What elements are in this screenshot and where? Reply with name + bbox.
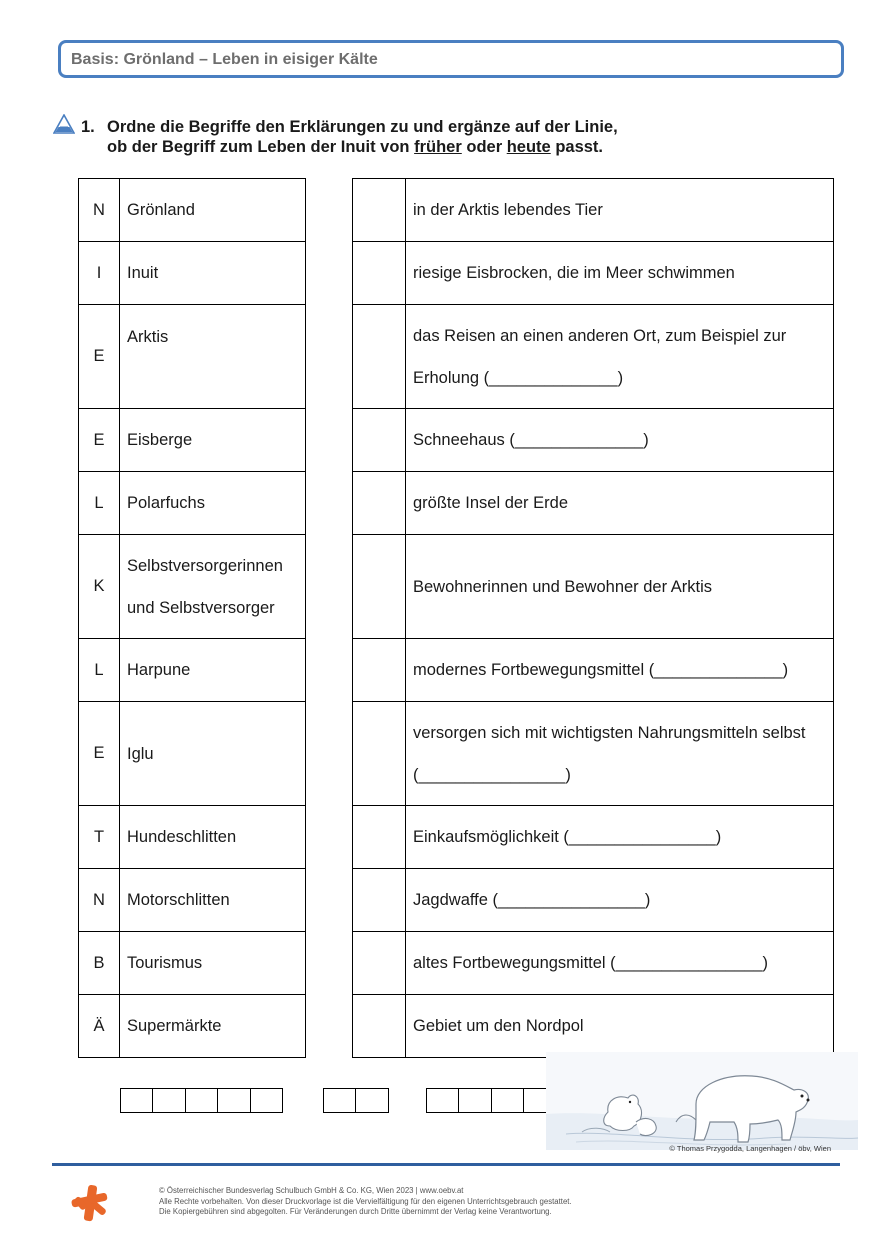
term-letter: T xyxy=(79,806,120,869)
solution-letter-box[interactable] xyxy=(152,1088,185,1113)
solution-letter-box[interactable] xyxy=(355,1088,388,1113)
explanation: modernes Fortbewegungsmittel (______________) xyxy=(406,639,834,702)
table-row xyxy=(353,179,834,242)
term: Arktis xyxy=(120,305,306,409)
term: Grönland xyxy=(120,179,306,242)
explanation: versorgen sich mit wichtigsten Nahrungsmitteln selbst (________________) xyxy=(406,702,834,806)
table-row xyxy=(353,472,834,535)
table-row xyxy=(353,409,834,472)
solution-letter-box[interactable] xyxy=(426,1088,459,1113)
explanation: Schneehaus (______________) xyxy=(406,409,834,472)
task-number: 1. xyxy=(81,118,95,136)
solution-letter-box[interactable] xyxy=(185,1088,218,1113)
footer-divider xyxy=(52,1163,840,1166)
table-row xyxy=(79,932,306,995)
footer-line: © Österreichischer Bundesverlag Schulbuch GmbH & Co. KG, Wien 2023 | www.oebv.at xyxy=(159,1186,464,1195)
table-row xyxy=(353,995,834,1058)
answer-letter-cell[interactable] xyxy=(353,472,406,535)
table-row xyxy=(353,535,834,639)
solution-letter-box[interactable] xyxy=(323,1088,356,1113)
explanation: altes Fortbewegungsmittel (________________) xyxy=(406,932,834,995)
answer-letter-cell[interactable] xyxy=(353,932,406,995)
table-row xyxy=(79,869,306,932)
answer-letter-cell[interactable] xyxy=(353,242,406,305)
level-basic-icon xyxy=(53,114,75,134)
table-row xyxy=(353,702,834,806)
explanation: das Reisen an einen anderen Ort, zum Beispiel zur Erholung (______________) xyxy=(406,305,834,409)
table-row xyxy=(79,179,306,242)
task-instruction-line2: ob der Begriff zum Leben der Inuit von früher oder heute passt. xyxy=(107,138,604,156)
table-row xyxy=(79,535,306,639)
term: Supermärkte xyxy=(120,995,306,1058)
table-row xyxy=(79,806,306,869)
answer-letter-cell[interactable] xyxy=(353,535,406,639)
answer-letter-cell[interactable] xyxy=(353,639,406,702)
table-row xyxy=(353,806,834,869)
explanation: in der Arktis lebendes Tier xyxy=(406,179,834,242)
term: Selbstversorgerinnen und Selbstversorger xyxy=(120,535,306,639)
term: Tourismus xyxy=(120,932,306,995)
term: Motorschlitten xyxy=(120,869,306,932)
table-row xyxy=(353,932,834,995)
page-title: Basis: Grönland – Leben in eisiger Kälte xyxy=(71,51,378,68)
explanation: riesige Eisbrocken, die im Meer schwimmen xyxy=(406,242,834,305)
term-letter: B xyxy=(79,932,120,995)
table-row xyxy=(353,639,834,702)
solution-word-group-2 xyxy=(323,1088,389,1113)
solution-letter-box[interactable] xyxy=(250,1088,283,1113)
term: Eisberge xyxy=(120,409,306,472)
answer-letter-cell[interactable] xyxy=(353,702,406,806)
word-frueher: früher xyxy=(414,138,462,156)
term-letter: L xyxy=(79,639,120,702)
term-letter: K xyxy=(79,535,120,639)
footer-line: Die Kopiergebühren sind abgegolten. Für Veränderungen durch Dritte übernimmt der Verlag keine Verantwortung. xyxy=(159,1207,552,1216)
solution-letter-box[interactable] xyxy=(491,1088,524,1113)
terms-table xyxy=(78,178,306,1058)
table-row xyxy=(353,242,834,305)
table-row xyxy=(79,702,306,806)
term-letter: N xyxy=(79,869,120,932)
oebv-logo-icon xyxy=(70,1183,110,1223)
table-row xyxy=(79,305,306,409)
footer-legal-text xyxy=(159,1186,572,1218)
solution-letter-box[interactable] xyxy=(120,1088,153,1113)
solution-word-group-1 xyxy=(120,1088,283,1113)
term-letter: Ä xyxy=(79,995,120,1058)
table-row xyxy=(353,305,834,409)
term-letter: L xyxy=(79,472,120,535)
explanation: Gebiet um den Nordpol xyxy=(406,995,834,1058)
answer-letter-cell[interactable] xyxy=(353,409,406,472)
table-row xyxy=(79,639,306,702)
answer-letter-cell[interactable] xyxy=(353,869,406,932)
table-row xyxy=(79,409,306,472)
table-row xyxy=(79,242,306,305)
term: Hundeschlitten xyxy=(120,806,306,869)
term-letter: E xyxy=(79,305,120,409)
solution-letter-box[interactable] xyxy=(458,1088,491,1113)
answer-letter-cell[interactable] xyxy=(353,806,406,869)
term-letter: E xyxy=(79,409,120,472)
explanation: größte Insel der Erde xyxy=(406,472,834,535)
table-row xyxy=(79,995,306,1058)
explanation: Jagdwaffe (________________) xyxy=(406,869,834,932)
title-box xyxy=(58,40,844,78)
answer-letter-cell[interactable] xyxy=(353,305,406,409)
task-instruction-line1: Ordne die Begriffe den Erklärungen zu und ergänze auf der Linie, xyxy=(107,118,618,136)
table-row xyxy=(353,869,834,932)
polar-bears-illustration xyxy=(546,1052,858,1150)
term: Inuit xyxy=(120,242,306,305)
term-letter: I xyxy=(79,242,120,305)
term: Polarfuchs xyxy=(120,472,306,535)
term: Iglu xyxy=(120,702,306,806)
term-letter: E xyxy=(79,702,120,806)
footer-line: Alle Rechte vorbehalten. Von dieser Druckvorlage ist die Vervielfältigung für den eigenen Unterrichtsgebrauch gestattet. xyxy=(159,1196,572,1206)
word-heute: heute xyxy=(506,138,551,156)
explanation: Einkaufsmöglichkeit (________________) xyxy=(406,806,834,869)
answer-letter-cell[interactable] xyxy=(353,995,406,1058)
solution-letter-box[interactable] xyxy=(217,1088,250,1113)
term-letter: N xyxy=(79,179,120,242)
table-row xyxy=(79,472,306,535)
image-credit: © Thomas Przygodda, Langenhagen / öbv, Wien xyxy=(669,1144,831,1153)
answer-letter-cell[interactable] xyxy=(353,179,406,242)
explanations-table xyxy=(352,178,834,1058)
explanation: Bewohnerinnen und Bewohner der Arktis xyxy=(406,535,834,639)
term: Harpune xyxy=(120,639,306,702)
